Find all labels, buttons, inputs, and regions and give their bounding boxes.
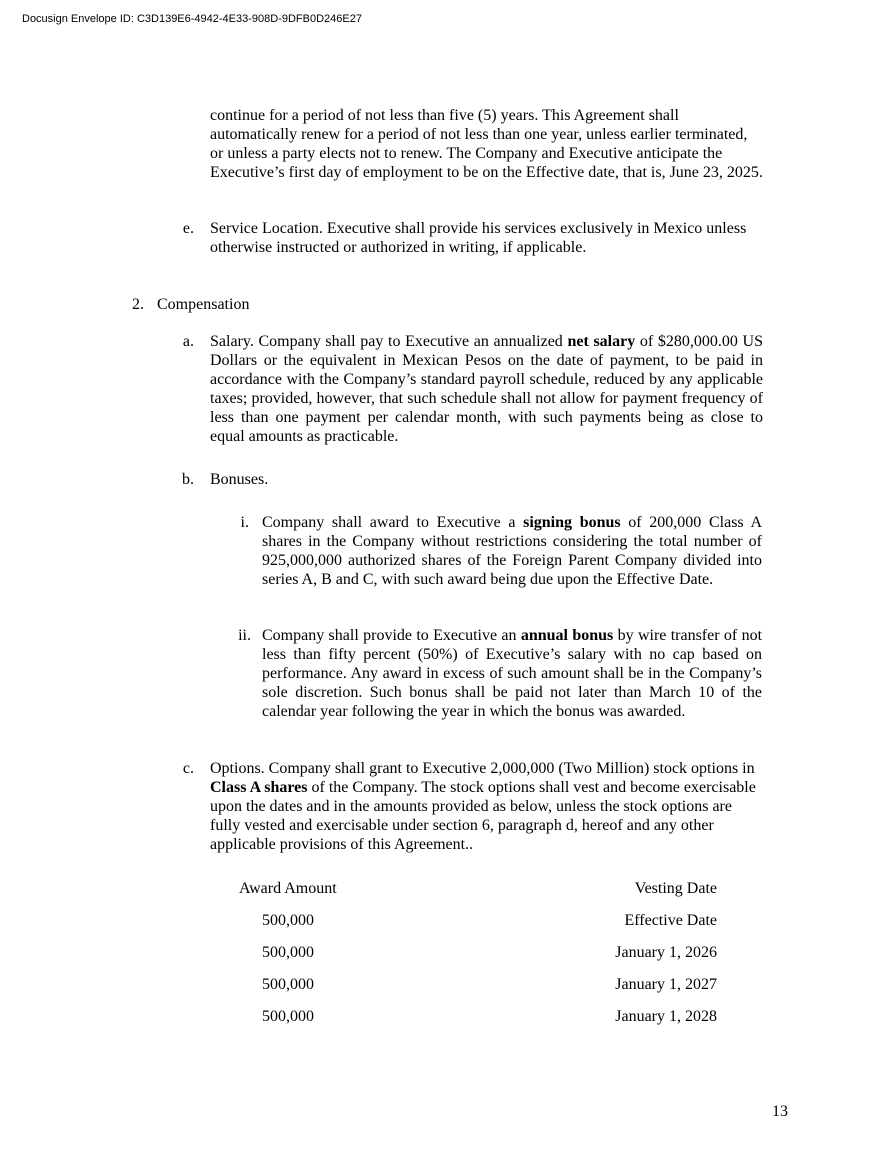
signing-bonus-text-before: Company shall award to Executive a (262, 514, 524, 531)
bonuses-label: b. (182, 471, 194, 488)
annual-bonus-text-after: by wire transfer of not less than fifty percent (50%) of Executive’s salary with no cap based on performance. Any award in excess of such amount shall be in the Company’s sole discretion. Such bonus shall be paid not later than March 10 of the calendar year following the year in which the bonus was awarded. (262, 627, 763, 720)
vesting-row-date: January 1, 2028 (615, 1008, 717, 1025)
service-location-label: e. (182, 220, 194, 237)
options-paragraph (210, 759, 763, 854)
options-text-before: Options. Company shall grant to Executive 2,000,000 (Two Million) stock options in (210, 760, 755, 777)
signing-bonus-label: i. (240, 514, 249, 531)
vesting-row-date: January 1, 2026 (615, 944, 717, 961)
annual-bonus-text-before: Company shall provide to Executive an (262, 627, 521, 644)
vesting-header-amount: Award Amount (239, 880, 337, 897)
section-number: 2. (132, 296, 144, 313)
vesting-row-date: Effective Date (624, 912, 717, 929)
envelope-id: Docusign Envelope ID: C3D139E6-4942-4E33-908D-9DFB0D246E27 (22, 13, 362, 25)
annual-bonus-label: ii. (238, 627, 251, 644)
page-number: 13 (772, 1103, 788, 1120)
signing-bonus-term: signing bonus (523, 514, 621, 531)
net-salary-term: net salary (567, 333, 636, 350)
options-text-after: of the Company. The stock options shall vest and become exercisable upon the dates and in the amounts provided as below, unless the stock options are fully vested and exercisable under section 6, paragraph d, hereof and any other applicable provisions of this Agreement.. (210, 779, 756, 853)
vesting-row-date: January 1, 2027 (615, 976, 717, 993)
class-a-shares-term: Class A shares (210, 779, 308, 796)
bonuses-title: Bonuses. (210, 471, 269, 488)
salary-paragraph (210, 332, 763, 446)
signing-bonus-text-after: of 200,000 Class A shares in the Company without restrictions considering the total number of 925,000,000 authorized shares of the Foreign Parent Company divided into series A, B and C, with such award being due upon the Effective Date. (262, 514, 763, 588)
vesting-row-amount: 500,000 (262, 944, 314, 961)
service-location-paragraph: Service Location. Executive shall provide his services exclusively in Mexico unless otherwise instructed or authorized in writing, if applicable. (210, 220, 747, 256)
section-title: Compensation (157, 296, 250, 313)
salary-label: a. (182, 333, 194, 350)
options-label: c. (182, 760, 194, 777)
salary-text-after: of $280,000.00 US Dollars or the equivalent in Mexican Pesos on the date of payment, to be paid in accordance with the Company’s standard payroll schedule, reduced by any applicable taxes; provided, however, that such schedule shall not allow for payment frequency of less than one payment per calendar month, with such payments being as close to equal amounts as practicable. (210, 333, 763, 445)
vesting-row-amount: 500,000 (262, 976, 314, 993)
term-continuation-paragraph: continue for a period of not less than five (5) years. This Agreement shall automatically renew for a period of not less than one year, unless earlier terminated, or unless a party elects not to renew. The Company and Executive anticipate the Executive’s first day of employment to be on the Effective date, that is, June 23, 2025. (210, 107, 763, 181)
vesting-row-amount: 500,000 (262, 1008, 314, 1025)
salary-text-before: Salary. Company shall pay to Executive an annualized (210, 333, 568, 350)
vesting-header-date: Vesting Date (634, 880, 717, 897)
annual-bonus-paragraph (262, 626, 762, 721)
vesting-row-amount: 500,000 (262, 912, 314, 929)
annual-bonus-term: annual bonus (520, 627, 614, 644)
signing-bonus-paragraph (262, 513, 762, 589)
